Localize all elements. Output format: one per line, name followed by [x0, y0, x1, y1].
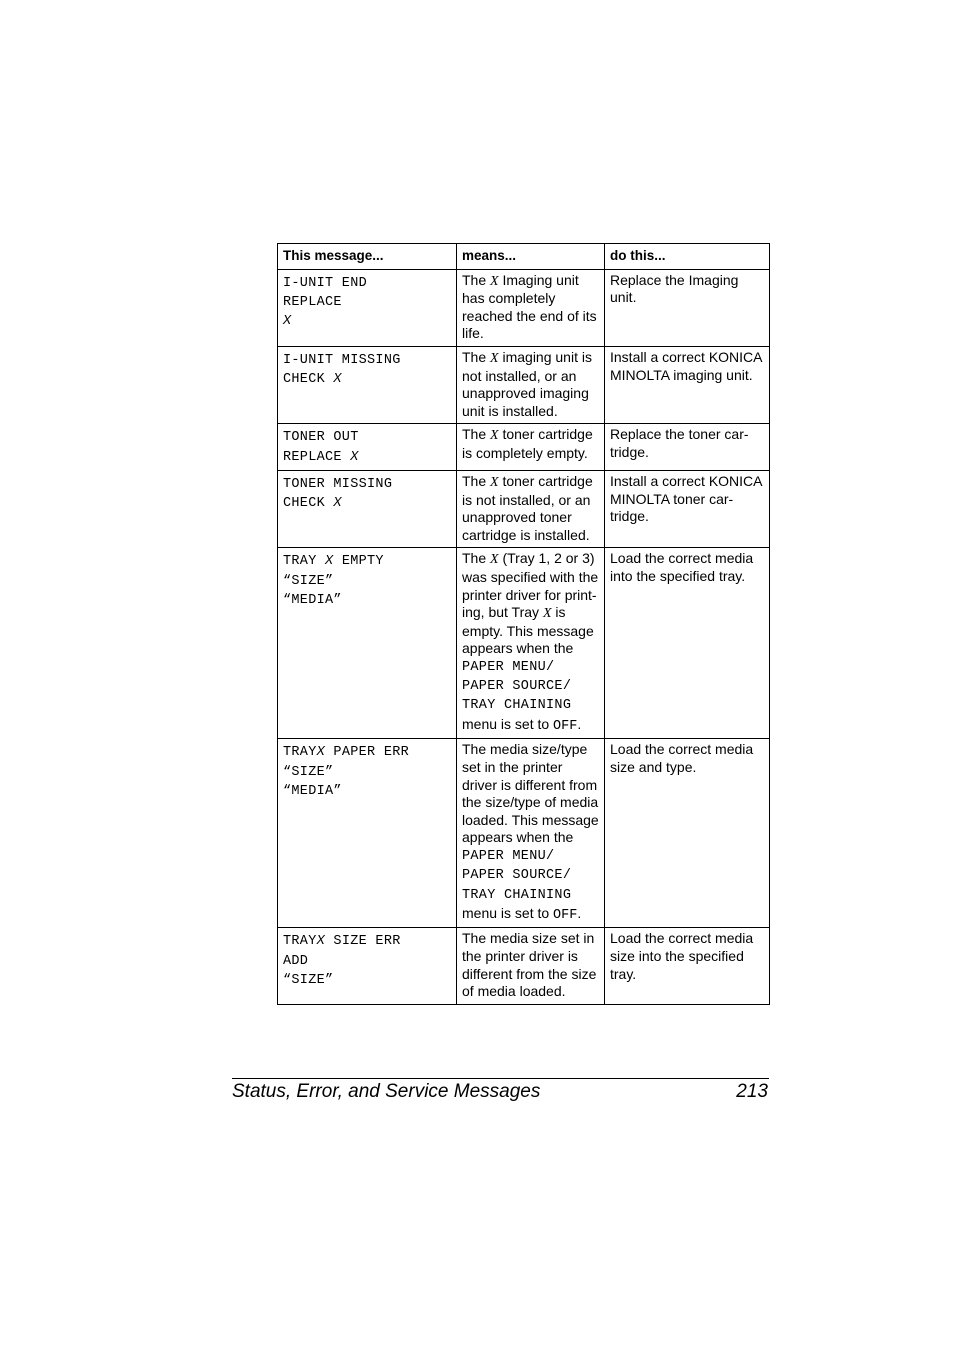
table-header-row — [278, 244, 770, 270]
means-cell: The X toner cartridge is not installed, or an unapproved toner cartridge is installed. — [457, 470, 605, 547]
action-cell: Load the correct media size and type. — [605, 739, 770, 928]
action-cell: Replace the Imaging unit. — [605, 269, 770, 346]
table-row — [278, 928, 770, 1005]
table-row — [278, 269, 770, 346]
action-cell: Replace the toner car-tridge. — [605, 424, 770, 471]
means-cell: The media size set in the printer driver is different from the size of media loaded. — [457, 928, 605, 1005]
header-do-this: do this... — [605, 244, 770, 270]
footer-divider — [232, 1078, 769, 1079]
action-cell: Load the correct media size into the specified tray. — [605, 928, 770, 1005]
table-row — [278, 346, 770, 423]
table-row — [278, 739, 770, 928]
message-cell: TONER MISSING CHECK X — [278, 470, 457, 547]
means-cell: The X Imaging unit has completely reached the end of its life. — [457, 269, 605, 346]
means-cell: The X imaging unit is not installed, or an unapproved imaging unit is installed. — [457, 346, 605, 423]
header-means: means... — [457, 244, 605, 270]
table-row — [278, 424, 770, 471]
action-cell: Install a correct KONICA MINOLTA imaging unit. — [605, 346, 770, 423]
action-cell: Load the correct media into the specified tray. — [605, 548, 770, 739]
footer-section-title: Status, Error, and Service Messages — [232, 1081, 541, 1102]
message-cell: TRAYX PAPER ERR “SIZE” “MEDIA” — [278, 739, 457, 928]
table-row — [278, 470, 770, 547]
message-cell: TRAY X EMPTY “SIZE” “MEDIA” — [278, 548, 457, 739]
means-cell: The X (Tray 1, 2 or 3) was specified with the printer driver for print-ing, but Tray X is empty. This message appears when the PAPER MENU/ PAPER SOURCE/ TRAY CHAINING menu is set to OFF. — [457, 548, 605, 739]
means-cell: The X toner cartridge is completely empty. — [457, 424, 605, 471]
header-message: This message... — [278, 244, 457, 270]
message-cell: TONER OUT REPLACE X — [278, 424, 457, 471]
means-cell: The media size/type set in the printer driver is different from the size/type of media loaded. This message appears when the PAPER MENU/ PAPER SOURCE/ TRAY CHAINING menu is set to OFF. — [457, 739, 605, 928]
page-number: 213 — [736, 1081, 768, 1102]
message-cell: I-UNIT END REPLACE X — [278, 269, 457, 346]
messages-table — [277, 243, 770, 1005]
table-row — [278, 548, 770, 739]
message-cell: TRAYX SIZE ERR ADD “SIZE” — [278, 928, 457, 1005]
action-cell: Install a correct KONICA MINOLTA toner car-tridge. — [605, 470, 770, 547]
message-cell: I-UNIT MISSING CHECK X — [278, 346, 457, 423]
